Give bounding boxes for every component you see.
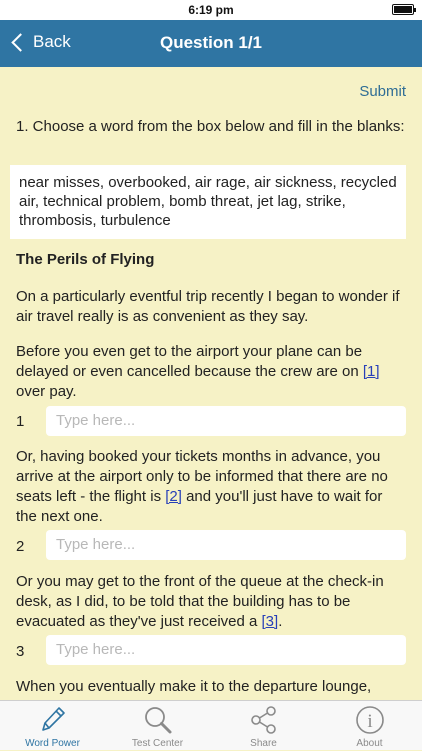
answer-input-2[interactable]: Type here... [46, 530, 406, 560]
blank-number-2: 2 [16, 538, 25, 555]
passage-heading: The Perils of Flying [16, 251, 155, 268]
passage-paragraph-3 [16, 447, 406, 527]
paragraph-text: and you'll just have to wait for the next one. [16, 488, 383, 525]
paragraph-text: over pay. [16, 383, 77, 400]
blank-number-1: 1 [16, 413, 25, 430]
pencil-icon [39, 705, 67, 733]
share-icon [249, 705, 279, 735]
navigation-bar [0, 20, 422, 67]
question-prompt: 1. Choose a word from the box below and fill in the blanks: [16, 118, 405, 135]
status-bar [0, 0, 422, 20]
passage-paragraph-1: On a particularly eventful trip recently I began to wonder if air travel really is as convenient as they say. [16, 288, 400, 325]
passage-paragraph-2 [16, 342, 406, 402]
status-time: 6:19 pm [188, 3, 234, 17]
magnifier-icon [143, 705, 173, 735]
back-label: Back [33, 32, 71, 51]
passage-paragraph-5: When you eventually make it to the departure lounge, [16, 678, 372, 695]
passage-paragraph-4 [16, 572, 406, 632]
answer-input-3[interactable]: Type here... [46, 635, 406, 665]
info-icon [355, 705, 385, 735]
tab-label: Test Center [131, 738, 184, 749]
tab-about[interactable] [317, 701, 422, 751]
blank-number-3: 3 [16, 643, 25, 660]
answer-input-1[interactable]: Type here... [46, 406, 406, 436]
blank-link-2[interactable]: [2] [165, 488, 182, 505]
paragraph-text: Before you even get to the airport your plane can be delayed or even cancelled because the crew are on [16, 343, 363, 380]
tab-share[interactable] [211, 701, 316, 751]
tab-word-power[interactable] [0, 701, 105, 751]
tab-label: Share [250, 738, 277, 749]
question-content[interactable] [0, 67, 422, 700]
tab-label: Word Power [25, 738, 80, 749]
submit-button[interactable]: Submit [359, 83, 406, 100]
blank-link-3[interactable]: [3] [261, 613, 279, 630]
page-title: Question 1/1 [159, 33, 263, 52]
paragraph-text: Or you may get to the front of the queue at the check-in desk, as I did, to be told that the building has to be evacuated as they've just received a [16, 573, 384, 630]
tab-test-center[interactable] [105, 701, 210, 751]
battery-icon [392, 4, 414, 15]
tab-label: About [356, 738, 383, 749]
tab-bar [0, 700, 422, 750]
blank-link-1[interactable]: [1] [362, 363, 380, 380]
paragraph-text: Or, having booked your tickets months in advance, you arrive at the airport only to be informed that there are no seats left - the flight is [16, 448, 388, 505]
paragraph-text: . [278, 613, 283, 630]
word-box: near misses, overbooked, air rage, air sickness, recycled air, technical problem, bomb threat, jet lag, strike, thrombosis, turbulence [10, 165, 406, 239]
svg-text:i: i [366, 711, 373, 732]
